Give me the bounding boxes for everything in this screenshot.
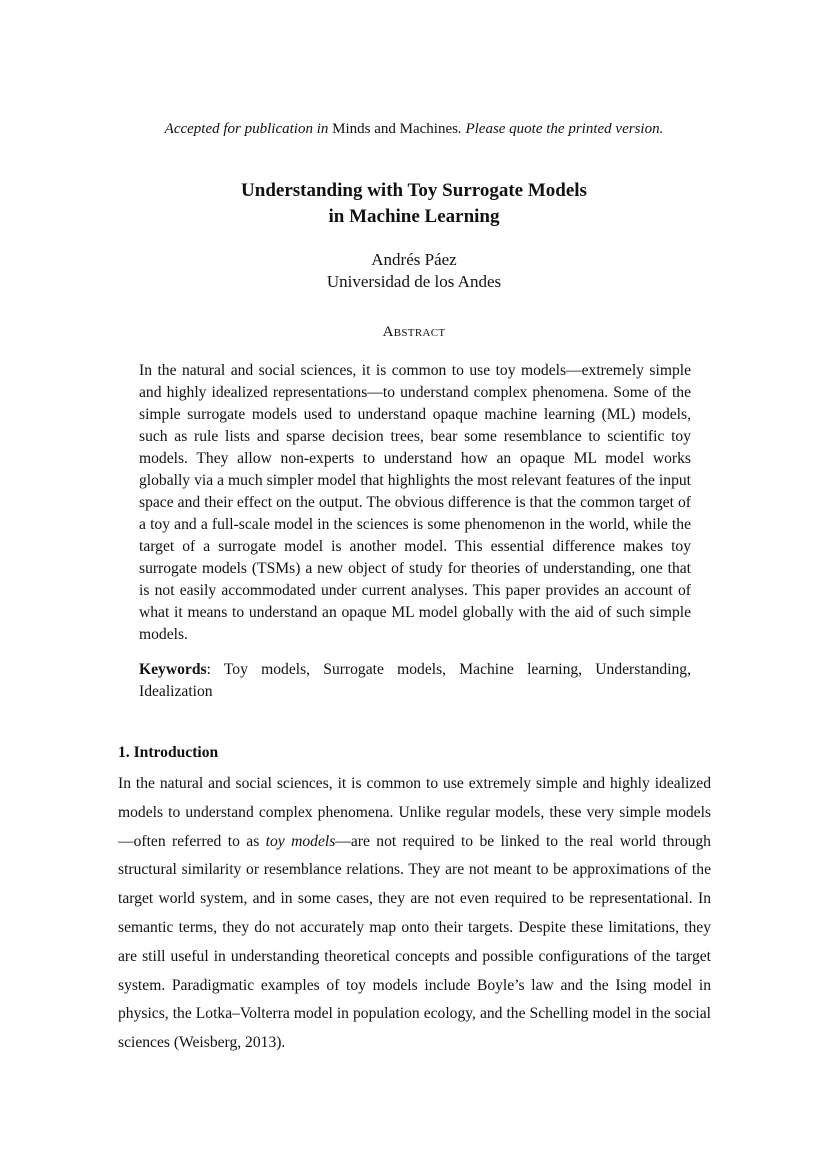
title-line-2: in Machine Learning	[328, 206, 500, 227]
author-block	[0, 249, 828, 293]
abstract-text: In the natural and social sciences, it is common to use toy models—extremely simple and highly idealized representations—to understand complex phenomena. Some of the simple surrogate models used to understand opaque machine learning (ML) models, such as rule lists and sparse decision trees, bear some resemblance to scientific toy models. They allow non-experts to understand how an opaque ML model works globally via a much simpler model that highlights the most relevant features of the input space and their effect on the output. The obvious difference is that the common target of a toy and a full-scale model in the sciences is some phenomenon in the world, while the target of a surrogate model is another model. This essential difference makes toy surrogate models (TSMs) a new object of study for theories of understanding, one that is not easily accommodated under current analyses. This paper provides an account of what it means to understand an opaque ML model globally with the aid of such simple models.	[139, 362, 691, 643]
publication-notice	[0, 119, 828, 139]
intro-emphasis: toy models	[265, 832, 336, 850]
journal-name: Minds and Machines	[332, 121, 458, 137]
notice-text-2: . Please quote the printed version.	[457, 121, 664, 137]
paper-title	[0, 178, 828, 230]
introduction-paragraph	[118, 770, 711, 1058]
keywords	[139, 659, 691, 703]
notice-text-1: Accepted for publication in	[164, 121, 329, 137]
keywords-text: : Toy models, Surrogate models, Machine learning, Understanding, Idealization	[139, 661, 691, 700]
intro-text-before: In the natural and social sciences, it is common to use extremely simple and highly idealized models to understand complex phenomena. Unlike regular models, these very simple models—often referred to as	[118, 775, 711, 850]
author-affiliation: Universidad de los Andes	[326, 272, 502, 291]
section-heading-introduction: 1. Introduction	[118, 744, 219, 761]
keywords-label: Keywords	[139, 661, 207, 678]
abstract-heading: Abstract	[382, 324, 446, 340]
author-name: Andrés Páez	[371, 250, 457, 269]
title-line-1: Understanding with Toy Surrogate Models	[241, 180, 587, 201]
intro-text-after: —are not required to be linked to the real world through structural similarity or resemblance relations. They are not meant to be approximations of the target world system, and in some cases, they are not even required to be representational. In semantic terms, they do not accurately map onto their targets. Despite these limitations, they are still useful in understanding theoretical concepts and possible configurations of the target system. Paradigmatic examples of toy models include Boyle’s law and the Ising model in physics, the Lotka–Volterra model in population ecology, and the Schelling model in the social sciences (Weisberg, 2013).	[118, 832, 711, 1052]
